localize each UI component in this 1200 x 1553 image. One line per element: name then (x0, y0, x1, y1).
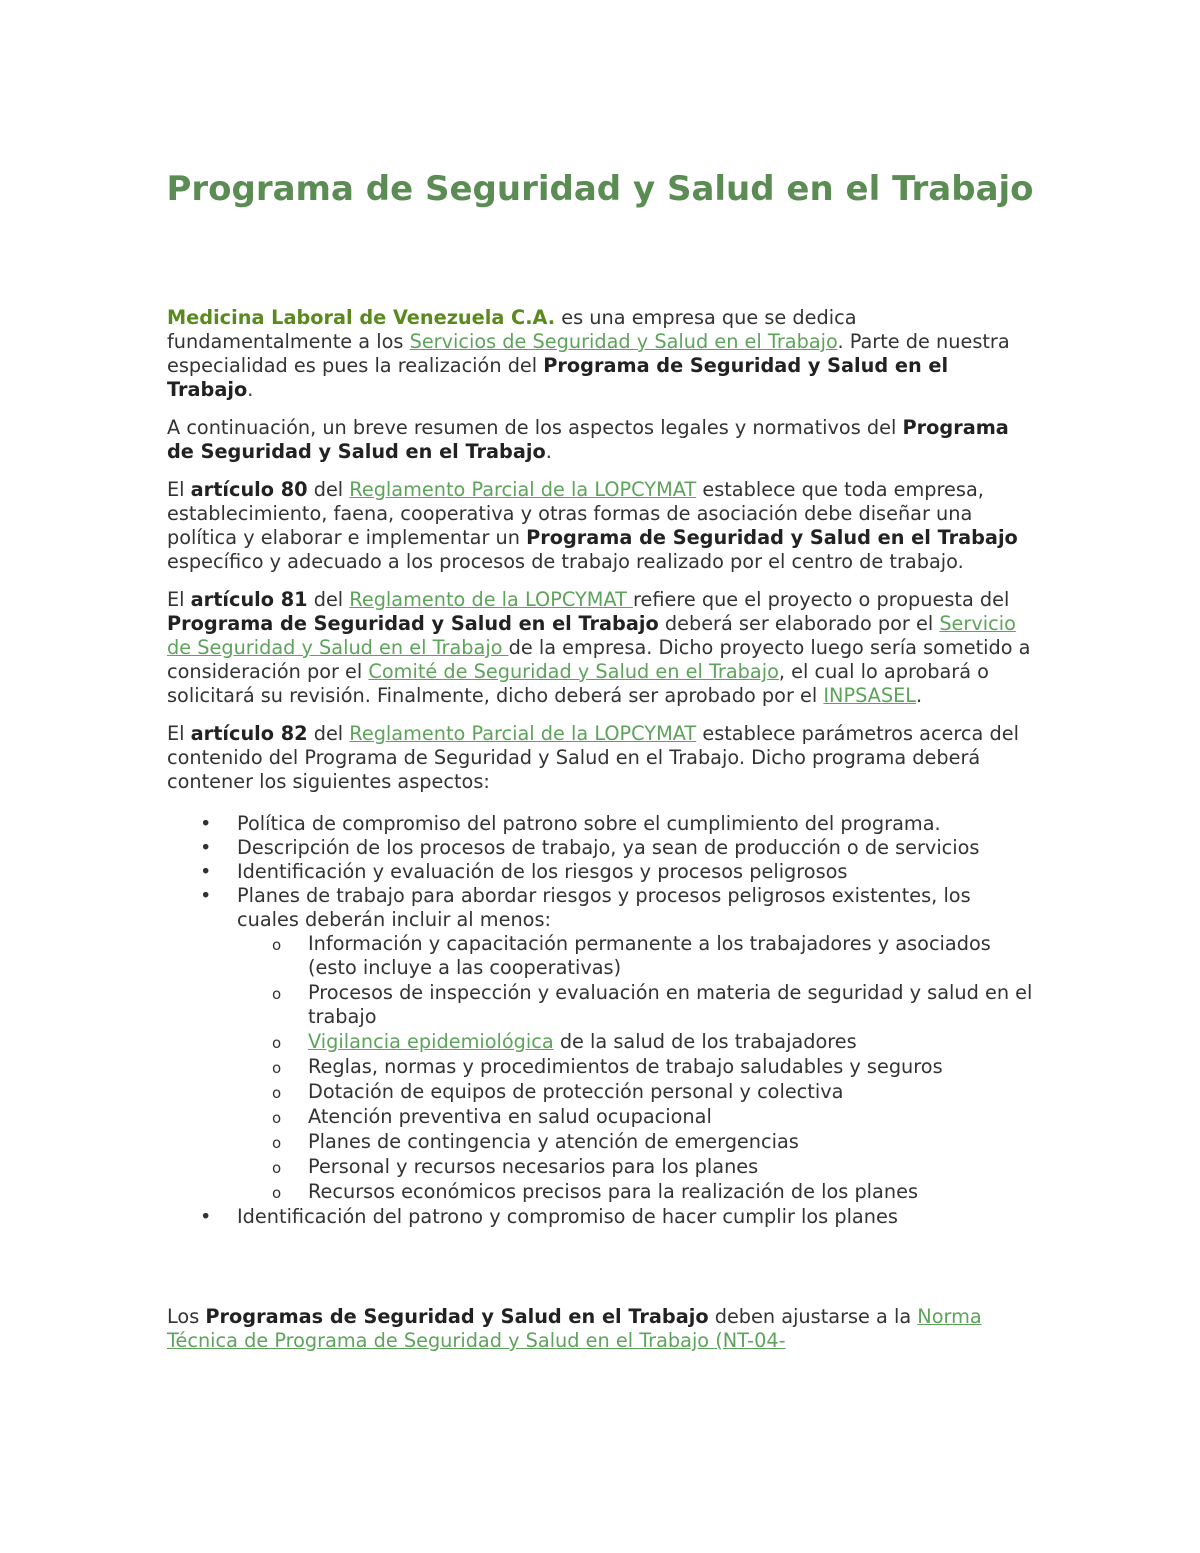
link-servicio-seguridad[interactable]: Servicio de Seguridad y Salud en el Trabajo (167, 612, 1016, 659)
text: refiere que el proyecto o propuesta del (632, 588, 1010, 611)
text: es una empresa que se dedica fundamentalmente a los (167, 306, 857, 353)
bold-text: artículo 81 (190, 588, 308, 611)
list-item: • Descripción de los procesos de trabajo, ya sean de producción o de servicios (237, 836, 1037, 860)
text: establece que toda empresa, establecimiento, faena, cooperativa y otras formas de asociación debe diseñar una política y elaborar e implementar un (167, 478, 984, 549)
text: . (545, 440, 552, 463)
link-servicios-seguridad[interactable]: Servicios de Seguridad y Salud en el Trabajo (409, 330, 838, 353)
link-reglamento-parcial[interactable]: Reglamento Parcial de la LOPCYMAT (349, 722, 697, 745)
sub-list-item: o Dotación de equipos de protección personal y colectiva (308, 1080, 1037, 1104)
link-reglamento-lopcymat[interactable]: Reglamento de la LOPCYMAT (349, 588, 633, 611)
bold-text: Programa de Seguridad y Salud en el Trabajo (167, 416, 1009, 463)
bold-text: artículo 80 (190, 478, 308, 501)
text: deben ajustarse a la (708, 1305, 918, 1328)
link-comite-seguridad[interactable]: Comité de Seguridad y Salud en el Trabajo (368, 660, 779, 683)
text: . (916, 684, 923, 707)
text: del (307, 588, 350, 611)
text: deberá ser elaborado por el (658, 612, 940, 635)
text: establece parámetros acerca del contenido del Programa de Seguridad y Salud en el Trabajo. Dicho programa deberá contener los siguientes aspectos: (167, 722, 1019, 793)
link-inpsasel[interactable]: INPSASEL (823, 684, 917, 707)
sub-list-item: o Atención preventiva en salud ocupacional (308, 1105, 1037, 1129)
text: El (167, 722, 191, 745)
sub-list-item: o Información y capacitación permanente a los trabajadores y asociados (esto incluye a las cooperativas) (308, 932, 1037, 980)
text: , el cual lo aprobará o solicitará su revisión. Finalmente, dicho deberá ser aprobado por el (167, 660, 989, 707)
paragraph-norma-tecnica (167, 1305, 1037, 1353)
page-title: Programa de Seguridad y Salud en el Trabajo (166, 169, 1034, 209)
paragraph-summary (167, 416, 1037, 464)
bold-text: artículo 82 (190, 722, 308, 745)
aspects-list (167, 812, 1037, 1229)
paragraph-intro (167, 306, 1037, 402)
text: de la empresa. Dicho proyecto luego sería sometido a consideración por el (167, 636, 1031, 683)
text: de la salud de los trabajadores (553, 1030, 857, 1053)
document-body (167, 306, 1037, 1367)
text: . Parte de nuestra especialidad es pues la realización del (167, 330, 1010, 377)
link-norma-tecnica[interactable]: Norma Técnica de Programa de Seguridad y Salud en el Trabajo (NT-04- (167, 1305, 982, 1352)
spacer (167, 1229, 1037, 1305)
bold-text: Programa de Seguridad y Salud en el Trabajo (167, 354, 949, 401)
list-item: • Política de compromiso del patrono sobre el cumplimiento del programa. (237, 812, 1037, 836)
text: Los (167, 1305, 206, 1328)
paragraph-articulo-81 (167, 588, 1037, 708)
text: del (307, 478, 350, 501)
text: El (167, 588, 191, 611)
text: del (307, 722, 350, 745)
paragraph-articulo-82 (167, 722, 1037, 794)
bold-text: Programa de Seguridad y Salud en el Trabajo (167, 612, 659, 635)
bold-text: Programa de Seguridad y Salud en el Trabajo (526, 526, 1018, 549)
list-item: • Identificación del patrono y compromiso de hacer cumplir los planes (237, 1205, 1037, 1229)
sub-list-item: o Planes de contingencia y atención de emergencias (308, 1130, 1037, 1154)
list-item (237, 884, 1037, 1204)
paragraph-articulo-80 (167, 478, 1037, 574)
sub-list (237, 932, 1037, 1204)
text: específico y adecuado a los procesos de trabajo realizado por el centro de trabajo. (167, 550, 964, 573)
sub-list-item: o Reglas, normas y procedimientos de trabajo saludables y seguros (308, 1055, 1037, 1079)
link-vigilancia-epidemiologica[interactable]: Vigilancia epidemiológica (308, 1030, 554, 1053)
company-name: Medicina Laboral de Venezuela C.A. (167, 306, 556, 329)
text: . (247, 378, 254, 401)
link-reglamento-parcial[interactable]: Reglamento Parcial de la LOPCYMAT (349, 478, 697, 501)
sub-list-item: o Recursos económicos precisos para la realización de los planes (308, 1180, 1037, 1204)
sub-list-item: o Personal y recursos necesarios para los planes (308, 1155, 1037, 1179)
list-item-text: Planes de trabajo para abordar riesgos y procesos peligrosos existentes, los cuales deberán incluir al menos: (237, 884, 971, 931)
text: A continuación, un breve resumen de los aspectos legales y normativos del (167, 416, 903, 439)
text: El (167, 478, 191, 501)
sub-list-item (308, 1030, 1037, 1054)
list-item: • Identificación y evaluación de los riesgos y procesos peligrosos (237, 860, 1037, 884)
sub-list-item: o Procesos de inspección y evaluación en materia de seguridad y salud en el trabajo (308, 981, 1037, 1029)
bold-text: Programas de Seguridad y Salud en el Trabajo (205, 1305, 709, 1328)
